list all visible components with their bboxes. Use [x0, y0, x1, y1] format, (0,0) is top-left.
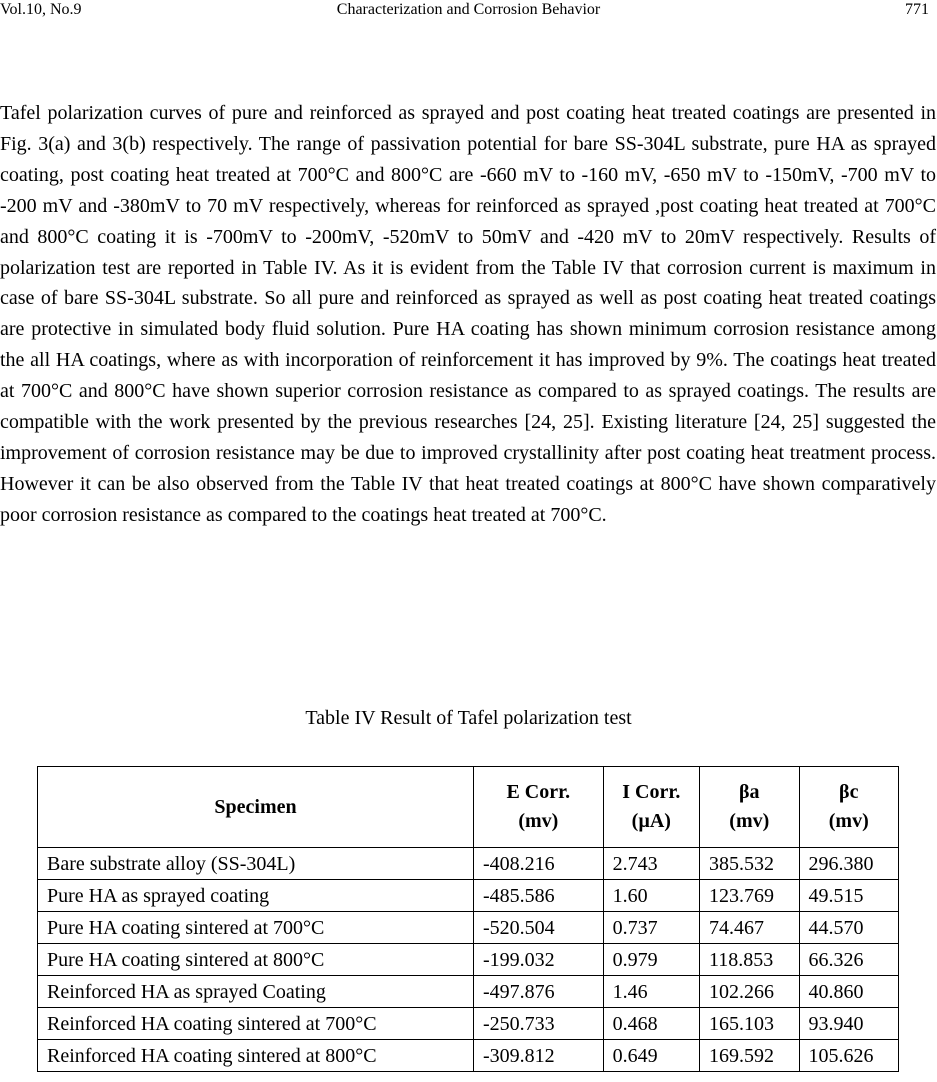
cell-beta-a: 165.103: [700, 1008, 799, 1040]
header-i-corr-label: I Corr.: [622, 781, 681, 803]
header-beta-c-unit: (mv): [828, 810, 869, 832]
cell-e-corr: -497.876: [474, 976, 604, 1008]
cell-e-corr: -250.733: [474, 1008, 604, 1040]
cell-specimen: Bare substrate alloy (SS-304L): [38, 848, 474, 880]
cell-beta-a: 102.266: [700, 976, 799, 1008]
cell-i-corr: 1.60: [603, 880, 699, 912]
table-row: [38, 912, 899, 944]
cell-i-corr: 0.468: [603, 1008, 699, 1040]
header-i-corr-unit: (µA): [631, 810, 671, 832]
body-paragraph: Tafel polarization curves of pure and reinforced as sprayed and post coating heat treated coatings are presented in Fig. 3(a) and 3(b) respectively. The range of passivation potential for bare SS-304L substrate, pure HA as sprayed coating, post coating heat treated at 700°C and 800°C are -660 mV to -160 mV, -650 mV to -150mV, -700 mV to -200 mV and -380mV to 70 mV respectively, whereas for reinforced as sprayed ,post coating heat treated at 700°C and 800°C coating it is -700mV to -200mV, -520mV to 50mV and -420 mV to 20mV respectively. Results of polarization test are reported in Table IV. As it is evident from the Table IV that corrosion current is maximum in case of bare SS-304L substrate. So all pure and reinforced as sprayed as well as post coating heat treated coatings are protective in simulated body fluid solution. Pure HA coating has shown minimum corrosion resistance among the all HA coatings, where as with incorporation of reinforcement it has improved by 9%. The coatings heat treated at 700°C and 800°C have shown superior corrosion resistance as compared to as sprayed coatings. The results are compatible with the work presented by the previous researches [24, 25]. Existing literature [24, 25] suggested the improvement of corrosion resistance may be due to improved crystallinity after post coating heat treatment process. However it can be also observed from the Table IV that heat treated coatings at 800°C have shown comparatively poor corrosion resistance as compared to the coatings heat treated at 700°C.: [0, 102, 936, 526]
cell-beta-c: 296.380: [799, 848, 899, 880]
table-caption: Table IV Result of Tafel polarization test: [305, 707, 632, 729]
journal-volume: Vol.10, No.9: [0, 1, 82, 18]
cell-beta-c: 40.860: [799, 976, 899, 1008]
page-number: 771: [905, 1, 929, 18]
header-beta-c: [799, 767, 899, 848]
header-beta-a-label: βa: [739, 781, 760, 803]
cell-specimen: Reinforced HA coating sintered at 700°C: [38, 1008, 474, 1040]
table-row: [38, 944, 899, 976]
cell-i-corr: 0.737: [603, 912, 699, 944]
cell-beta-a: 169.592: [700, 1040, 799, 1072]
cell-i-corr: 0.649: [603, 1040, 699, 1072]
table-row: [38, 848, 899, 880]
header-e-corr: [474, 767, 604, 848]
cell-e-corr: -199.032: [474, 944, 604, 976]
cell-i-corr: 2.743: [603, 848, 699, 880]
cell-i-corr: 1.46: [603, 976, 699, 1008]
table-row: [38, 1040, 899, 1072]
cell-specimen: Reinforced HA coating sintered at 800°C: [38, 1040, 474, 1072]
running-header: [0, 0, 937, 22]
cell-e-corr: -485.586: [474, 880, 604, 912]
cell-specimen: Reinforced HA as sprayed Coating: [38, 976, 474, 1008]
cell-beta-c: 44.570: [799, 912, 899, 944]
cell-i-corr: 0.979: [603, 944, 699, 976]
cell-e-corr: -408.216: [474, 848, 604, 880]
header-specimen-label: Specimen: [214, 795, 297, 818]
cell-beta-c: 105.626: [799, 1040, 899, 1072]
cell-beta-c: 93.940: [799, 1008, 899, 1040]
cell-specimen: Pure HA as sprayed coating: [38, 880, 474, 912]
cell-beta-a: 118.853: [700, 944, 799, 976]
header-i-corr: [603, 767, 699, 848]
table-header-row: [38, 767, 899, 848]
cell-beta-a: 74.467: [700, 912, 799, 944]
cell-e-corr: -309.812: [474, 1040, 604, 1072]
running-title: Characterization and Corrosion Behavior: [336, 1, 601, 18]
cell-specimen: Pure HA coating sintered at 700°C: [38, 912, 474, 944]
cell-beta-a: 385.532: [700, 848, 799, 880]
header-specimen: [38, 767, 474, 848]
cell-beta-c: 66.326: [799, 944, 899, 976]
table-row: [38, 880, 899, 912]
cell-specimen: Pure HA coating sintered at 800°C: [38, 944, 474, 976]
cell-beta-c: 49.515: [799, 880, 899, 912]
cell-e-corr: -520.504: [474, 912, 604, 944]
header-beta-c-label: βc: [839, 781, 859, 803]
header-beta-a: [700, 767, 799, 848]
table-row: [38, 976, 899, 1008]
header-beta-a-unit: (mv): [729, 810, 770, 832]
header-e-corr-label: E Corr.: [506, 781, 571, 803]
results-table: [37, 766, 899, 1072]
header-e-corr-unit: (mv): [518, 810, 559, 832]
cell-beta-a: 123.769: [700, 880, 799, 912]
table-row: [38, 1008, 899, 1040]
